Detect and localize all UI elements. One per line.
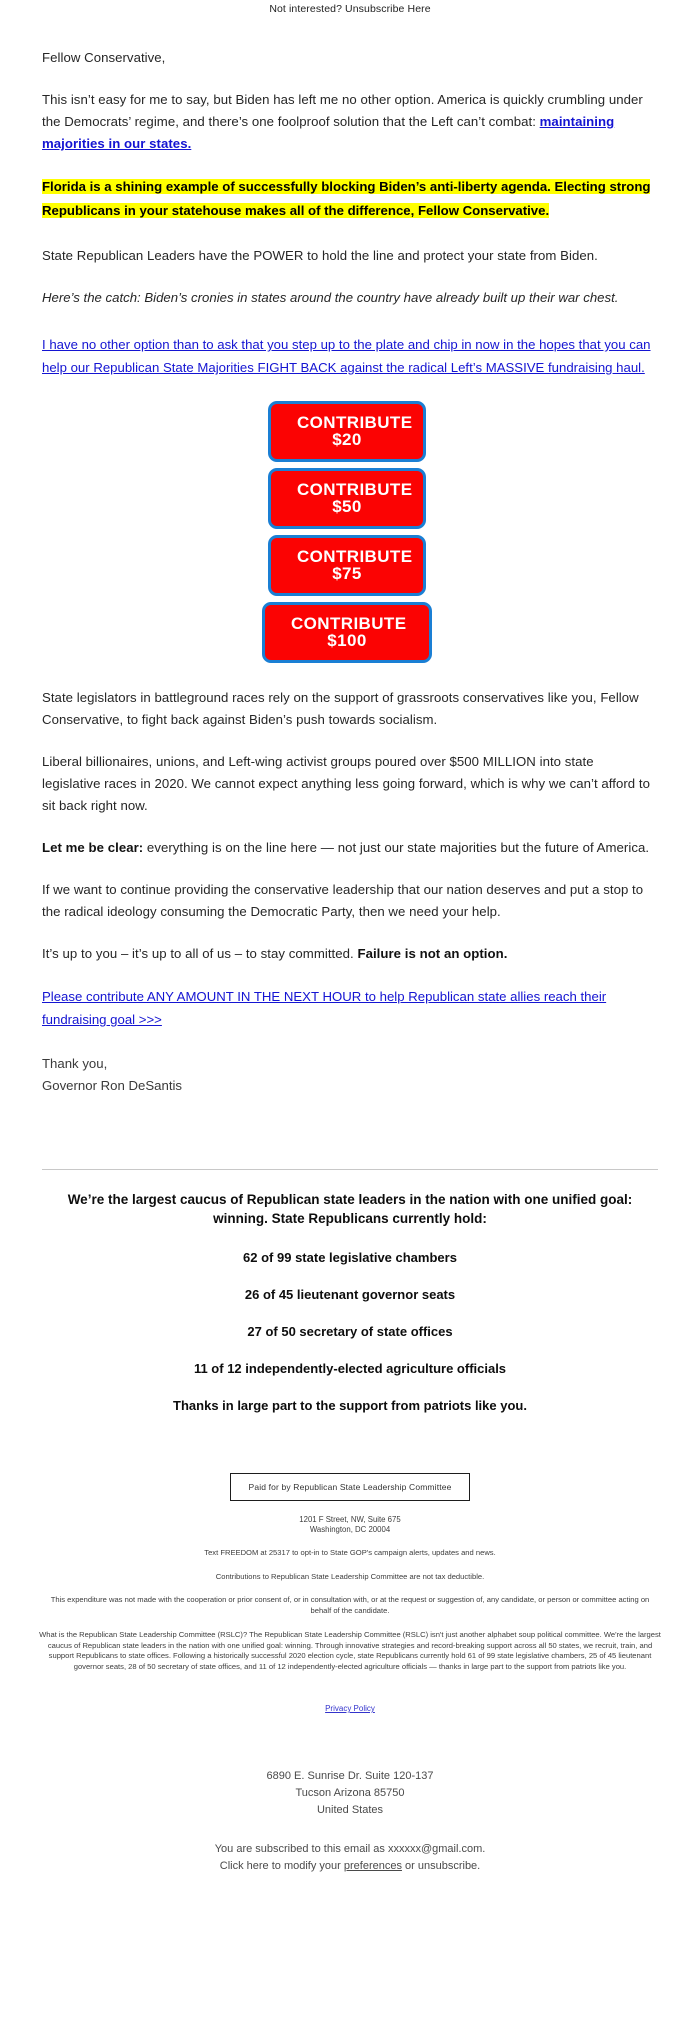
contribute-row-50: [42, 468, 652, 529]
optin-text: Text FREEDOM at 25317 to opt-in to State GOP's campaign alerts, updates and news.: [204, 1548, 496, 1557]
leadership-paragraph: If we want to continue providing the conservative leadership that our nation deserves and put a stop to the radical ideology consuming the Democratic Party, then we need your help.: [42, 882, 644, 919]
privacy-policy-wrap: [0, 1698, 700, 1716]
contribute-button-stack: [42, 401, 652, 663]
highlight-text: Florida is a shining example of successfully blocking Biden’s anti-liberty agenda. Electing strong Republicans in your statehouse makes all of the difference, Fellow Conservative.: [42, 179, 651, 218]
failure-not-option-text: Failure is not an option.: [357, 946, 508, 961]
rslc-blurb: What is the Republican State Leadership Committee (RSLC)? The Republican State Leadership Committee (RSLC) isn't just another alphabet soup political committee. We're the largest caucus of Republican state leaders in the nation with one unified goal: winning. Through innovative strategies and record-breaking support across all 50 states, we recruit, train, and support Republicans to state offices. Following a historically successful 2020 election cycle, state Republicans currently hold 61 of 99 state legislative chambers, 25 of 45 lieutenant governor seats, 28 of 50 secretary of state offices, and 11 of 12 independently-elected agriculture officials — thanks in large part to the support from patriots like you.: [39, 1630, 661, 1671]
privacy-policy-link[interactable]: Privacy Policy: [325, 1704, 375, 1713]
stat-line-lieutenant-governors: 26 of 45 lieutenant governor seats: [244, 1287, 456, 1302]
stats-heading: We’re the largest caucus of Republican state leaders in the nation with one unified goal: winning. State Republicans currently hold:: [67, 1192, 633, 1226]
modify-suffix: or unsubscribe.: [401, 1860, 481, 1872]
sender-address-line3: United States: [316, 1804, 384, 1816]
highlight-paragraph: [42, 175, 652, 223]
contribute-50-button[interactable]: CONTRIBUTE $50: [268, 468, 426, 529]
committed-paragraph: [42, 943, 652, 965]
legal-footer: [0, 1473, 700, 1716]
contribute-100-button[interactable]: CONTRIBUTE $100: [262, 602, 432, 663]
stats-section: [0, 1169, 700, 1413]
expenditure-disclaimer: This expenditure was not made with the cooperation or prior consent of, or in consultation with, or at the request or suggestion of, any candidate, or person or committee acting on behalf of the candidate.: [50, 1595, 650, 1615]
stats-thanks-line: Thanks in large part to the support from patriots like you.: [173, 1398, 527, 1413]
let-me-be-clear-paragraph: [42, 837, 652, 859]
committee-address: [0, 1515, 700, 1535]
modify-prefix: Click here to modify your: [219, 1860, 344, 1872]
top-unsubscribe-bar[interactable]: [0, 0, 700, 15]
contribute-row-100: [42, 602, 652, 663]
sender-address-line1: 6890 E. Sunrise Dr. Suite 120-137: [266, 1770, 434, 1782]
contribute-75-button[interactable]: CONTRIBUTE $75: [268, 535, 426, 596]
sender-address-block: [0, 1768, 700, 1819]
sender-address-line2: Tucson Arizona 85750: [295, 1787, 405, 1799]
preferences-link[interactable]: preferences: [343, 1860, 402, 1872]
subscribed-as-text: You are subscribed to this email as xxxxxx@gmail.com.: [214, 1843, 486, 1855]
legislators-paragraph: State legislators in battleground races rely on the support of grassroots conservatives like you, Fellow Conservative, to fight back against Biden’s push towards socialism.: [42, 690, 639, 727]
committed-text: It’s up to you – it’s up to all of us – to stay committed.: [42, 946, 358, 961]
contribute-row-75: [42, 535, 652, 596]
intro-text: This isn’t easy for me to say, but Biden has left me no other option. America is quickly crumbling under the Democrats’ regime, and there’s one foolproof solution that the Left can’t combat:: [42, 92, 643, 129]
power-paragraph: State Republican Leaders have the POWER to hold the line and protect your state from Biden.: [42, 248, 598, 263]
signoff-block: [42, 1053, 652, 1097]
maintaining-majorities-link[interactable]: maintaining majorities in our states.: [42, 114, 615, 151]
cta-link-paragraph: [42, 333, 652, 379]
section-divider: [42, 1169, 658, 1170]
catch-paragraph: Here’s the catch: Biden’s cronies in states around the country have already built up their war chest.: [42, 290, 619, 305]
contribute-any-amount-link[interactable]: Please contribute ANY AMOUNT IN THE NEXT HOUR to help Republican state allies reach their fundraising goal >>>: [42, 989, 607, 1027]
contribute-row-20: [42, 401, 652, 462]
top-unsubscribe-text[interactable]: Not interested? Unsubscribe Here: [269, 3, 431, 15]
committee-address-line1: 1201 F Street, NW, Suite 675: [299, 1515, 401, 1524]
final-cta-paragraph: [42, 985, 652, 1031]
signoff-thank-you: Thank you,: [42, 1056, 108, 1071]
contribute-20-button[interactable]: CONTRIBUTE $20: [268, 401, 426, 462]
greeting: Fellow Conservative,: [42, 50, 166, 65]
let-me-be-clear-label: Let me be clear:: [42, 840, 144, 855]
paid-for-box: Paid for by Republican State Leadership Committee: [230, 1473, 471, 1501]
signoff-name: Governor Ron DeSantis: [42, 1078, 183, 1093]
stat-line-chambers: 62 of 99 state legislative chambers: [243, 1250, 457, 1265]
stat-line-agriculture: 11 of 12 independently-elected agriculture officials: [193, 1361, 507, 1376]
email-body: [0, 15, 700, 1097]
fight-back-link[interactable]: I have no other option than to ask that you step up to the plate and chip in now in the hopes that you can help our Republican State Majorities FIGHT BACK against the radical Left’s MASSIVE fundraising haul.: [42, 337, 651, 375]
tax-deductible-text: Contributions to Republican State Leadership Committee are not tax deductible.: [215, 1571, 485, 1581]
subscription-block: [0, 1841, 700, 1875]
stat-line-secretary-of-state: 27 of 50 secretary of state offices: [247, 1324, 453, 1339]
let-me-be-clear-rest: everything is on the line here — not just our state majorities but the future of America.: [143, 840, 650, 855]
modify-preferences-line: [0, 1858, 700, 1875]
intro-paragraph: [42, 89, 652, 155]
committee-address-line2: Washington, DC 20004: [309, 1525, 391, 1534]
billionaires-paragraph: Liberal billionaires, unions, and Left-wing activist groups poured over $500 MILLION into state legislative races in 2020. We cannot expect anything less going forward, which is why we can’t afford to sit back right now.: [42, 754, 650, 813]
